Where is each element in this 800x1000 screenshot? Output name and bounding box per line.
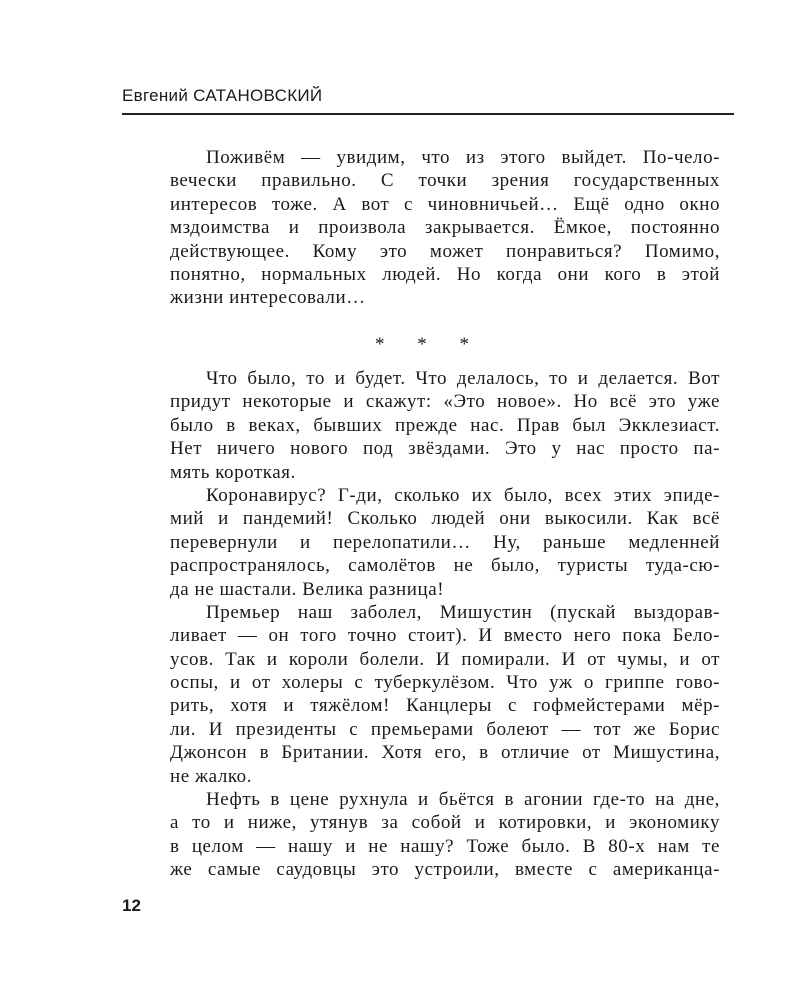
text-line: мздоимства и произвола закрывается. Ёмкое, постоянно — [170, 217, 720, 239]
text-line: же самые саудовцы это устроили, вместе с американца- — [170, 859, 720, 881]
text-block-bottom — [134, 367, 720, 882]
author-first-name: Евгений — [122, 86, 189, 105]
paragraph — [134, 788, 720, 882]
text-block-top — [134, 146, 720, 310]
text-line: интересов тоже. А вот с чиновничьей… Ещё одно окно — [170, 193, 720, 215]
text-line: придут некоторые и скажут: «Это новое». Но всё это уже — [170, 391, 720, 413]
text-line: Коронавирус? Г-ди, сколько их было, всех этих эпиде- — [206, 484, 720, 506]
text-line: распространялось, самолётов не было, туристы туда-сю- — [170, 555, 720, 577]
text-line: не жалко. — [170, 765, 253, 787]
text-line: понятно, нормальных людей. Но когда они кого в этой — [170, 263, 720, 285]
text-line: Поживём — увидим, что из этого выйдет. По-чело- — [206, 147, 720, 168]
text-line: было в веках, бывших прежде нас. Прав был Экклезиаст. — [170, 414, 720, 436]
text-line: Премьер наш заболел, Мишустин (пускай выздорав- — [206, 601, 720, 623]
text-line: перевернули и перелопатили… Ну, раньше медленней — [170, 531, 720, 553]
text-line: мять короткая. — [170, 461, 296, 483]
text-line: рить, хотя и тяжёлом! Канцлеры с гофмейстерами мёр- — [170, 695, 720, 717]
text-line: ливает — он того точно стоит). И вместо него пока Бело- — [170, 625, 720, 647]
paragraph — [134, 146, 720, 310]
text-line: оспы, и от холеры с туберкулёзом. Что уж о гриппе гово- — [170, 672, 720, 694]
text-line: Джонсон в Британии. Хотя его, в отличие от Мишустина, — [170, 742, 720, 764]
text-line: Нефть в цене рухнула и бьётся в агонии где-то на дне, — [206, 789, 720, 811]
text-line: мий и пандемий! Сколько людей они выкосили. Как всё — [170, 508, 720, 530]
text-line: да не шастали. Велика разница! — [170, 578, 445, 600]
text-line: Что было, то и будет. Что делалось, то и делается. Вот — [206, 368, 720, 389]
header-rule — [122, 113, 734, 115]
text-line: жизни интересовали… — [170, 287, 366, 309]
author-last-name: САТАНОВСКИЙ — [193, 86, 323, 105]
paragraph — [134, 484, 720, 601]
running-head — [122, 86, 322, 106]
paragraph — [134, 601, 720, 788]
section-separator: * * * — [375, 334, 483, 355]
text-line: действующее. Кому это может понравиться? Помимо, — [170, 240, 720, 262]
text-line: усов. Так и короли болели. И помирали. И от чумы, и от — [170, 648, 720, 670]
text-line: вечески правильно. С точки зрения государственных — [170, 170, 720, 192]
text-line: в целом — нашу и не нашу? Тоже было. В 80-х нам те — [170, 835, 720, 857]
page-number: 12 — [122, 896, 141, 915]
text-line: Нет ничего нового под звёздами. Это у нас просто па- — [170, 438, 720, 460]
text-line: а то и ниже, утянув за собой и котировки, и экономику — [170, 812, 720, 834]
text-line: ли. И президенты с премьерами болеют — тот же Борис — [170, 718, 720, 740]
paragraph — [134, 367, 720, 484]
